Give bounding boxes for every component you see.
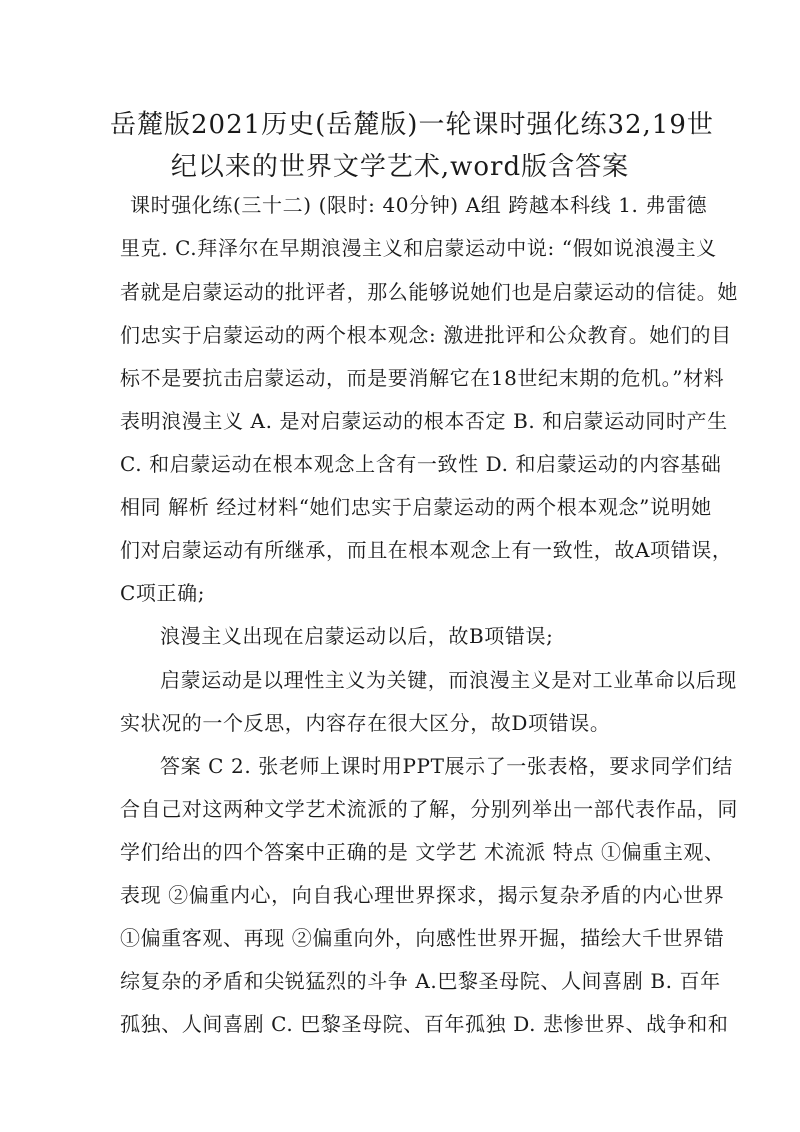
body-line-6: 表明浪漫主义 A. 是对启蒙运动的根本否定 B. 和启蒙运动同时产生 (120, 409, 728, 433)
body-paragraph-4-line-3: 学们给出的四个答案中正确的是 文学艺 术流派 特点 ①偏重主观、 (120, 840, 725, 864)
body-paragraph-3-line-1: 启蒙运动是以理性主义为关键，而浪漫主义是对工业革命以后现 (160, 668, 737, 692)
body-paragraph-4-line-4: 表现 ②偏重内心，向自我心理世界探求，揭示复杂矛盾的内心世界 (120, 883, 725, 907)
body-line-7: C. 和启蒙运动在根本观念上含有一致性 D. 和启蒙运动的内容基础 (120, 452, 722, 476)
body-line-4: 们忠实于启蒙运动的两个根本观念: 激进批评和公众教育。她们的目 (120, 323, 732, 347)
document-title-line-1: 岳麓版2021历史(岳麓版)一轮课时强化练32,19世 (110, 110, 714, 140)
body-line-5: 标不是要抗击启蒙运动，而是要消解它在18世纪末期的危机。”材料 (120, 366, 725, 390)
body-paragraph-4-line-2: 合自己对这两种文学艺术流派的了解，分别列举出一部代表作品，同 (120, 797, 738, 821)
body-line-2: 里克. C.拜泽尔在早期浪漫主义和启蒙运动中说: “假如说浪漫主义 (120, 236, 717, 260)
body-paragraph-4-line-6: 综复杂的矛盾和尖锐猛烈的斗争 A.巴黎圣母院、人间喜剧 B. 百年 (120, 969, 721, 993)
body-line-9: 们对启蒙运动有所继承，而且在根本观念上有一致性，故A项错误， (120, 538, 733, 562)
body-paragraph-3-line-2: 实状况的一个反思，内容存在很大区分，故D项错误。 (120, 711, 611, 735)
body-paragraph-2: 浪漫主义出现在启蒙运动以后，故B项错误; (160, 624, 554, 648)
body-line-3: 者就是启蒙运动的批评者，那么能够说她们也是启蒙运动的信徒。她 (120, 280, 738, 304)
body-line-8: 相同 解析 经过材料“她们忠实于启蒙运动的两个根本观念”说明她 (120, 495, 712, 519)
body-line-10: C项正确; (120, 581, 206, 605)
document-title-line-2: 纪以来的世界文学艺术,word版含答案 (170, 152, 630, 182)
body-line-1: 课时强化练(三十二) (限时: 40分钟) A组 跨越本科线 1. 弗雷德 (130, 193, 708, 217)
body-paragraph-4-line-5: ①偏重客观、再现 ②偏重向外，向感性世界开掘，描绘大千世界错 (120, 926, 725, 950)
body-paragraph-4-line-7: 孤独、人间喜剧 C. 巴黎圣母院、百年孤独 D. 悲惨世界、战争和和 (120, 1012, 729, 1036)
body-paragraph-4-line-1: 答案 C 2. 张老师上课时用PPT展示了一张表格，要求同学们结 (160, 754, 733, 778)
